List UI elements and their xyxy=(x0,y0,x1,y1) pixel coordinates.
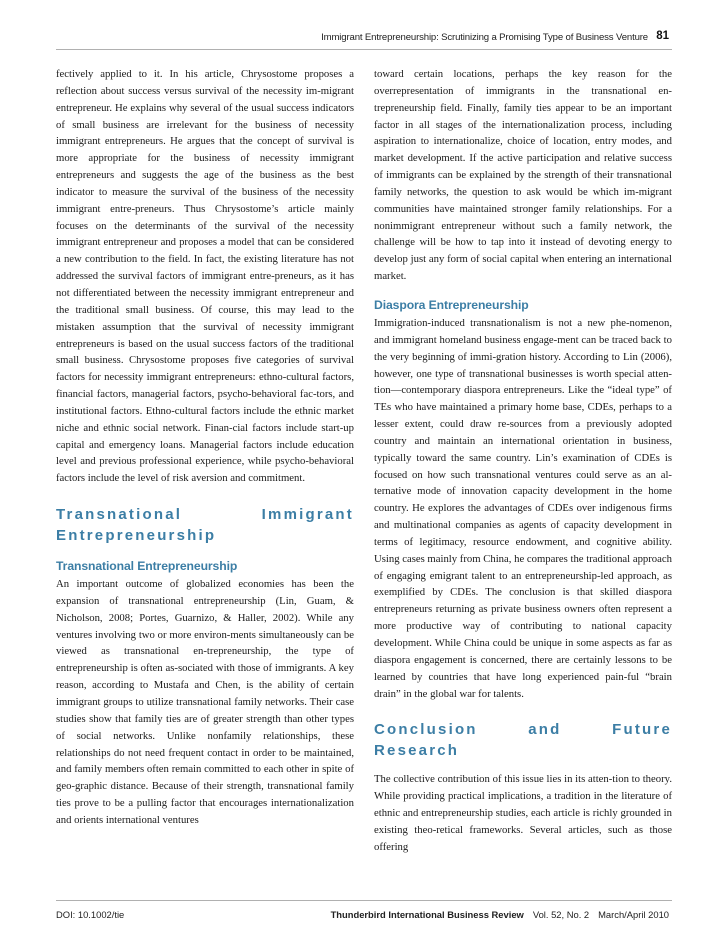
body-paragraph: Immigration-induced transnationalism is not a new phe-nomenon, and immigrant homeland business engage-ment can be traced back to the very beginning of immi-gration history. According to Lin (2006), however, one type of transnational businesses is worth special atten-tion—contemporary diaspora entrepreneurs. Like the “ideal type” of TEs who have maintained a primary home base, CDEs, perhaps to a lesser extent, could draw re-sources from a previously adopted country and maintain an international orientation in business, typically toward the same country. Lin’s examination of CDEs is focused on how such transnational ventures could serve as an al-ternative mode of innovation capacity development in the home country. He explores the advantages of CDEs over indigenous firms and multinational companies as agents of capacity development in terms of legitimacy, resource endowment, and cognitive ability. Using cases mainly from China, he compares the traditional approach of engaging emigrant talent to an entrepreneurship-led approach, as exemplified by CDEs. The conclusion is that skilled diaspora entrepreneurs returning as private business owners often represent a more productive way of contributing to national capacity development. While China could be unique in some aspects as far as diaspora engagement is concerned, there are certainly lessons to be learned by countries that have long experienced pain-ful “brain drain” in the global war for talents. xyxy=(374,316,672,700)
sub-heading: Transnational Entrepreneurship xyxy=(56,559,238,574)
doi: DOI: 10.1002/tie xyxy=(56,909,125,920)
sub-heading: Diaspora Entrepreneurship xyxy=(374,297,529,312)
section-heading: Transnational Immigrant Entrepreneurship xyxy=(56,506,354,545)
journal-name: Thunderbird International Business Review xyxy=(330,909,524,920)
page-number: 81 xyxy=(656,30,669,42)
issue-date: March/April 2010 xyxy=(598,909,669,920)
body-paragraph: toward certain locations, perhaps the key reason for the overrepresentation of immigrants in the transnational en-trepreneurship field. Finally, family ties appear to be an important factor in all stages of the internationalization process, including aspiration to internationalize, choice of location, entry modes, and market development. If the active participation and relative success of immigrants can be explained by the strength of their transnational family networks, the question to ask would be which im-migrant communities have maintained stronger family relationships. For a nonimmigrant entrepreneur without such a family network, the challenge will be how to tap into it instead of devoting energy to develop just any form of social capital when entering an international market. xyxy=(374,68,672,283)
right-column xyxy=(374,66,672,856)
running-header xyxy=(0,27,728,49)
body-paragraph: The collective contribution of this issue lies in its atten-tion to theory. While providing practical implications, a tradition in the literature of ethnic and entrepreneurship studies, each article is richly grounded in existing theo-retical frameworks. Several articles, such as those offering xyxy=(374,773,672,853)
page-footer xyxy=(0,900,728,930)
header-rule xyxy=(56,49,672,50)
section-heading: Conclusion and Future Research xyxy=(374,721,672,760)
running-title: Immigrant Entrepreneurship: Scrutinizing a Promising Type of Business Venture xyxy=(321,32,648,43)
footer-rule xyxy=(56,900,672,901)
journal-info xyxy=(331,909,669,920)
body-paragraph: An important outcome of globalized economies has been the expansion of transnational entrepreneurship (Lin, Guam, & Nicholson, 2008; Portes, Guarnizo, & Haller, 2002). While any ventures involving two or more environ-ments simultaneously can be viewed as transnational en-trepreneurship, the type of entrepreneurship is often as-sociated with those of immigrants. A key reason, according to Mustafa and Chen, is the ability of certain immigrant groups to utilize transnational family networks. Their case studies show that family ties are of greater strength than other types of social networks. Unlike nonfamily relationships, these relationships do not need frequent contact in order to be maintained, and family members often remain committed to each other in spite of geo-graphic distance. Because of their strength, transnational family ties prove to be a pulling factor that encourages internationalization and orients international ventures xyxy=(56,578,354,826)
body-paragraph: fectively applied to it. In his article, Chrysostome proposes a reflection about success versus survival of the necessity im-migrant entrepreneur. He explains why several of the usual success indicators of small business are irrelevant for the business of necessity immigrant entrepreneurs. He argues that the concept of survival is more appropriate for the business of necessity immigrant entrepreneurs and suggests the age of the business as the best indicator to measure the survival of the business of the necessity immigrant entre-preneurs. Thus Chrysostome’s article mainly focuses on the determinants of the survival of the necessity immigrant entrepreneur and proposes a model that can be considered a new contribution to the field. In fact, the existing literature has not addressed the survival factors of immigrant entre-preneurs, as it has not differentiated between the necessity immigrant entrepreneur and the traditional small business. Of course, this may lead to the mistaken assumption that the survival of necessity immigrant entrepreneurs is based on the usual success factors of the traditional small business. Chrysostome proposes five categories of survival factors for necessity immigrant entrepreneurs: ethno-cultural factors, financial factors, managerial factors, psycho-behavioral fac-tors, and institutional factors. Ethno-cultural factors include the ethnic market niche and ethnic social network. Finan-cial factors include start-up capital and emergency loans. Managerial factors include education level and previous professional experience, while psycho-behavioral factors include the level of risk aversion and commitment. xyxy=(56,68,354,485)
left-column xyxy=(56,66,354,829)
volume-issue: Vol. 52, No. 2 xyxy=(532,909,590,920)
